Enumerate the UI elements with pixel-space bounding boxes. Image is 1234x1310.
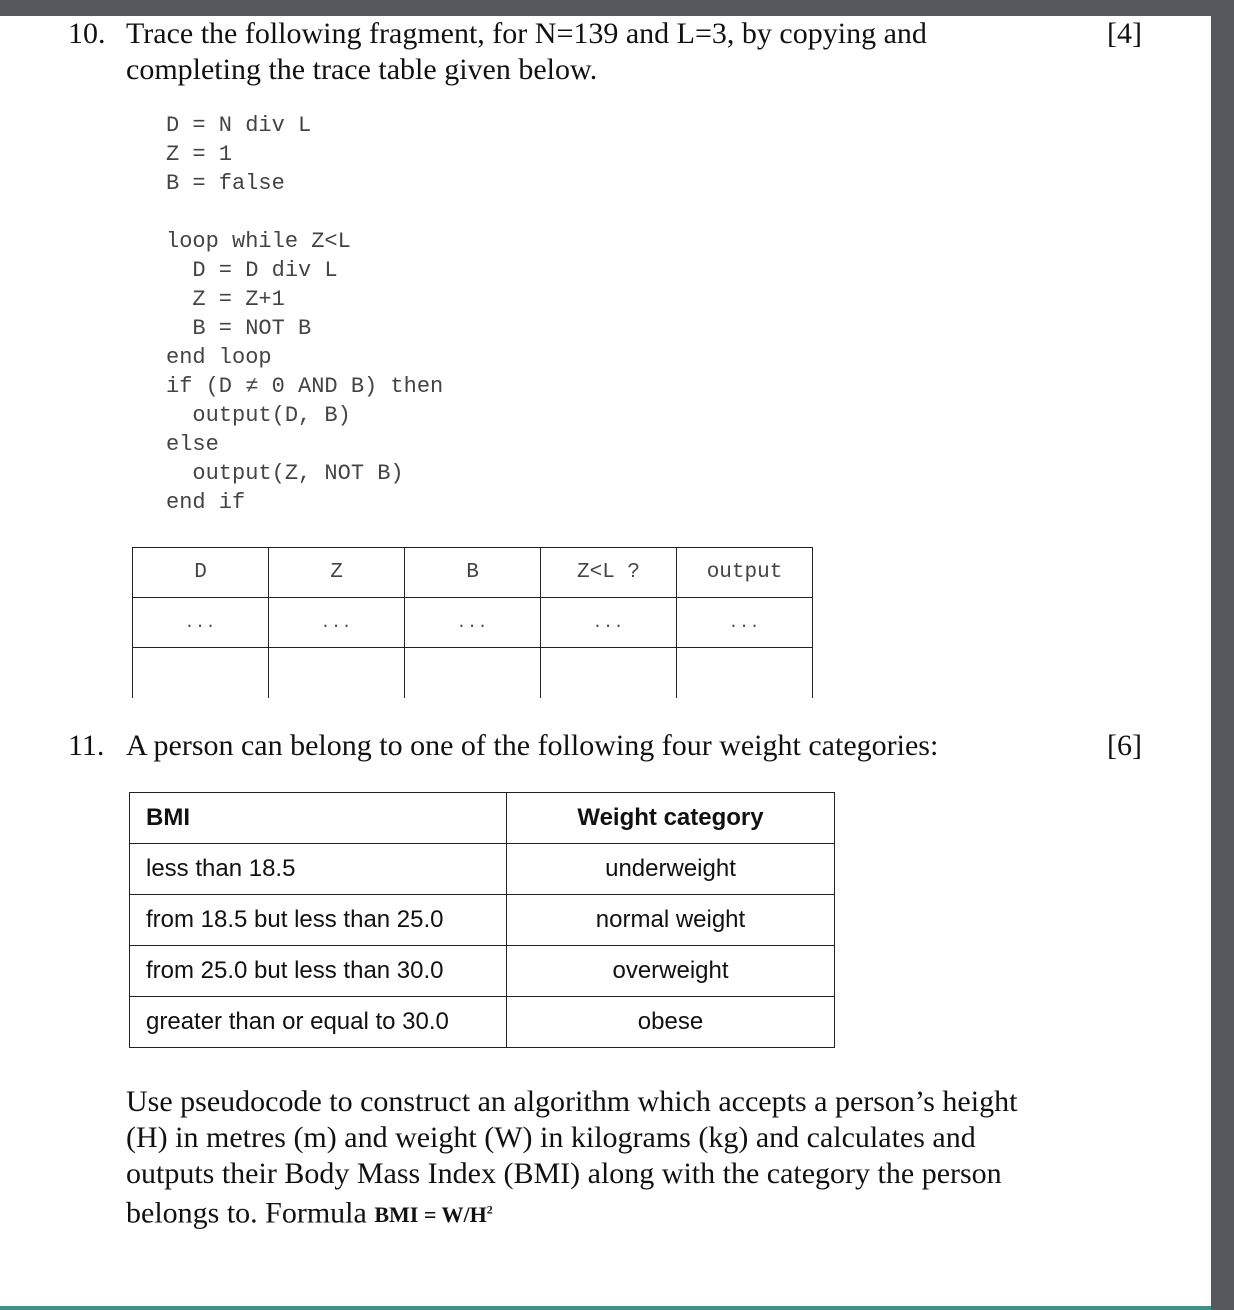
code-line: D = N div L [166,113,312,138]
trace-cell-empty [677,648,813,699]
table-row [130,844,835,895]
question-11-instructions [126,1084,1086,1233]
trace-cell: ... [133,598,269,648]
code-line: B = NOT B [166,316,312,341]
code-line: Z = Z+1 [166,287,285,312]
code-line: output(D, B) [166,403,351,428]
trace-table [132,547,813,698]
trace-cell-empty [269,648,405,699]
weight-category-cell: underweight [507,844,835,895]
trace-cell: ... [677,598,813,648]
code-line: Z = 1 [166,142,233,167]
bmi-header: BMI [130,793,507,844]
table-row [133,648,813,699]
instruction-line: outputs their Body Mass Index (BMI) along with the category the person [126,1157,1002,1190]
bmi-range-cell: less than 18.5 [130,844,507,895]
weight-category-cell: overweight [507,946,835,997]
code-line: B = false [166,171,285,196]
trace-cell-empty [133,648,269,699]
bmi-formula [374,1202,492,1227]
code-line: D = D div L [166,258,338,283]
question-10-line-1: Trace the following fragment, for N=139 and L=3, by copying and [126,17,927,50]
trace-table-header-row [133,548,813,598]
code-line: if (D ≠ 0 AND B) then [166,374,444,399]
viewer-bottom-edge [0,1306,1211,1310]
table-row [130,895,835,946]
instruction-line: (H) in metres (m) and weight (W) in kilograms (kg) and calculates and [126,1121,976,1154]
bmi-formula-main: BMI = W/H [374,1202,487,1228]
bmi-range-cell: greater than or equal to 30.0 [130,997,507,1048]
trace-header-z: Z [269,548,405,598]
code-line: end if [166,490,246,515]
table-row [133,598,813,648]
question-11-number: 11. [68,729,105,762]
trace-cell: ... [541,598,677,648]
trace-header-d: D [133,548,269,598]
bmi-category-table [129,792,835,1048]
trace-cell-empty [405,648,541,699]
bmi-range-cell: from 18.5 but less than 25.0 [130,895,507,946]
question-10-marks: [4] [1107,17,1142,50]
code-line: else [166,432,219,457]
instruction-line-last [126,1192,1086,1233]
trace-header-condition: Z<L ? [541,548,677,598]
instruction-line: Use pseudocode to construct an algorithm which accepts a person’s height [126,1085,1018,1118]
instruction-text: belongs to. Formula [126,1196,375,1230]
weight-category-cell: obese [507,997,835,1048]
weight-category-header: Weight category [507,793,835,844]
weight-category-cell: normal weight [507,895,835,946]
trace-cell-empty [541,648,677,699]
viewer-scrollbar[interactable] [1211,0,1234,1310]
bmi-formula-exponent: 2 [486,1203,493,1217]
trace-header-output: output [677,548,813,598]
trace-cell: ... [269,598,405,648]
viewer-top-bar [0,0,1234,16]
code-line: output(Z, NOT B) [166,461,404,486]
question-11-marks: [6] [1107,729,1142,762]
code-line: end loop [166,345,272,370]
bmi-table-header-row [130,793,835,844]
bmi-range-cell: from 25.0 but less than 30.0 [130,946,507,997]
trace-header-b: B [405,548,541,598]
question-11-intro: A person can belong to one of the following four weight categories: [126,729,939,762]
question-10-line-2: completing the trace table given below. [126,53,598,86]
table-row [130,946,835,997]
code-line: loop while Z<L [166,229,351,254]
question-10-number: 10. [68,17,106,50]
trace-cell: ... [405,598,541,648]
table-row [130,997,835,1048]
